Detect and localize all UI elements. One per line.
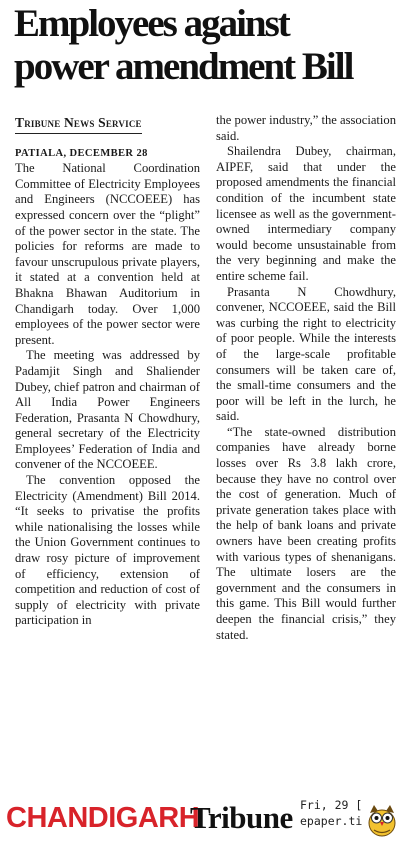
article-column-right: [216, 113, 396, 643]
owl-mascot-icon: [366, 801, 398, 837]
paragraph: Shailendra Dubey, chairman, AIPEF, said that under the proposed amendments the financial condition of the incumbent state licensee as well as the government-owned intermediary company would become unsustainable from the very beginning and make the entire scheme fail.: [216, 144, 396, 283]
paragraph: The meeting was addressed by Padamjit Singh and Shaliender Dubey, chief patron and chairman of All India Power Engineers Federation, Prasanta N Chowdhury, general secretary of the Electricity Employees’ Federation of India and convener of the NCCOEEE.: [15, 348, 200, 472]
article-column-left: [15, 110, 200, 629]
paragraph: The National Coordination Committee of Electricity Employees and Engineers (NCCOEEE) has expressed concern over the “plight” of the power sector in the state. The policies for reforms are made to favour unscrupulous private players, it stated at a convention held at Bhakna Bhawan Auditorium in Chandigarh today. Over 1,000 employees of the power sector were present.: [15, 161, 200, 347]
edition-name: CHANDIGARH: [6, 802, 200, 834]
paragraph: The convention opposed the Electricity (Amendment) Bill 2014. “It seeks to privatise the profits while nationalising the losses while the Union Government continues to draw rosy picture of improvement of efficiency, extension of competition and reduction of cost of supply of electricity with private participation in: [15, 473, 200, 628]
headline: [14, 2, 399, 88]
headline-line-1: Employees against: [14, 2, 289, 45]
footer: [0, 796, 405, 842]
paragraph: “The state-owned distribution companies have already borne losses over Rs 3.8 lakh crore, because they have no control over the cost of generation. Much of private generation takes place with the help of bank loans and private owners have been creating profits with various types of shenanigans. The ultimate losers are the government and the consumers in this game. This Bill would further deepen the financial crisis,” they stated.: [216, 424, 396, 642]
epaper-link[interactable]: epaper.ti: [300, 814, 363, 828]
paragraph: the power industry,” the association said.: [216, 113, 396, 143]
edition-date: Fri, 29 [: [300, 798, 363, 812]
byline: Tribune News Service: [15, 115, 142, 134]
paragraph: Prasanta N Chowdhury, convener, NCCOEEE, said the Bill was curbing the right to electricity of poor people. While the interests of the large-scale profitable consumers will be taken care of, the small-time consumers and the poor will be left in the lurch, he said.: [216, 284, 396, 424]
dateline: PATIALA, DECEMBER 28: [15, 147, 148, 159]
masthead-logo: Tribune: [190, 800, 293, 835]
headline-line-2: power amendment Bill: [14, 45, 353, 88]
